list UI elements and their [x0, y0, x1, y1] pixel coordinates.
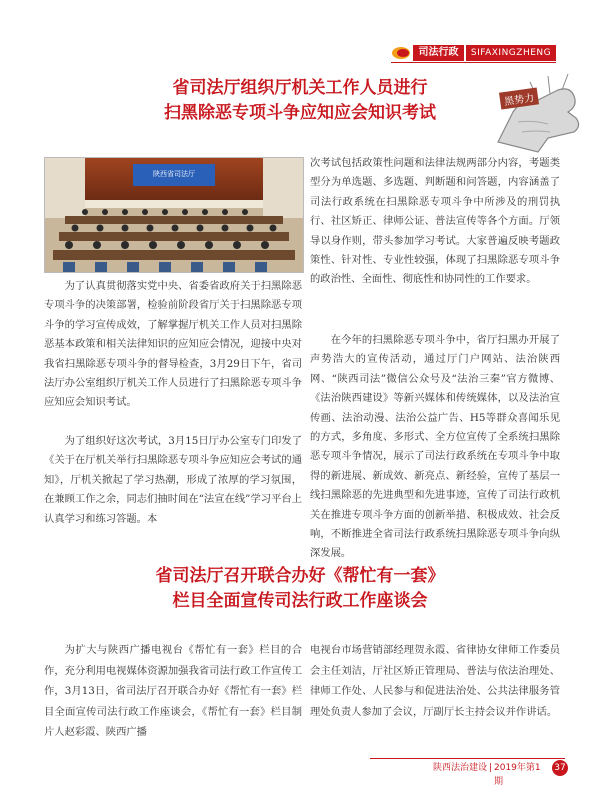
article2-title-line1: 省司法厅召开联合办好《帮忙有一套》 — [155, 566, 445, 586]
article1-right-para2: 在今年的扫黑除恶专项斗争中，省厅扫黑办开展了声势浩大的宣传活动，通过厅门户网站、法治陕西网、“陕西司法”微信公众号及“法治三秦”官方微博、《法治陕西建设》等新兴媒体和传统媒体，以及法治宣传画、法治动漫、法治公益广告、H5等群众喜闻乐见的方式，多角度、多形式、全方位宣传了全系统扫黑除恶专项斗争情况，展示了司法行政系统在专项斗争中取得的新进展、新成效、新亮点、新经验，宣传了基层一线扫黑除恶的先进典型和先进事迹，宣传了司法行政机关在推进专项斗争方面的创新举措、积极成效、社会反响，不断推进全省司法行政系统扫黑除恶专项斗争向纵深发展。 — [310, 334, 560, 560]
section-label-en: SIFAXINGZHENG — [466, 45, 556, 61]
meeting-photo — [44, 157, 304, 273]
footer-issue: 2019年第1期 — [494, 763, 541, 787]
footer-rule — [370, 758, 565, 759]
decoration-badge: 黑势力 — [499, 87, 539, 109]
photo-banner-text: 陕西省司法厅 — [153, 170, 195, 178]
article2-title-line2: 栏目全面宣传司法行政工作座谈会 — [172, 591, 428, 611]
article1-title-line1: 省司法厅组织厅机关工作人员进行 — [172, 78, 428, 98]
article1-left-para1: 为了认真贯彻落实党中央、省委省政府关于扫黑除恶专项斗争的决策部署，检验前阶段省厅关于扫黑除恶专项斗争的学习宣传成效，了解掌握厅机关工作人员对扫黑除恶基本政策和相关法律知识的应知应会情况，迎接中央对我省扫黑除恶专项斗争的督导检查，3月29日下午，省司法厅办公室组织厅机关工作人员进行了扫黑除恶专项斗争应知应会知识考试。 — [44, 280, 302, 409]
article2-left-para: 为扩大与陕西广播电视台《帮忙有一套》栏目的合作，充分利用电视媒体资源加强我省司法行政工作宣传工作，3月13日，省司法厅召开联合办好《帮忙有一套》栏目全面宣传司法行政工作座谈会，《帮忙有一套》栏目制片人赵彩霞、陕西广播 — [44, 644, 302, 738]
section-logo-icon — [391, 46, 411, 60]
article1-right-para1: 次考试包括政策性问题和法律法规两部分内容，考题类型分为单选题、多选题、判断题和问答题，内容涵盖了司法行政系统在扫黑除恶专项斗争中所涉及的刑罚执行、社区矫正、律师公证、普法宣传等各个方面。厅领导以身作则，带头参加学习考试。大家普遍反映考题政策性、针对性、专业性较强，体现了扫黑除恶专项斗争的政治性、全面性、彻底性和协同性的工作要求。 — [310, 157, 560, 286]
article1-title-line2: 扫黑除恶专项斗争应知应会知识考试 — [164, 103, 436, 123]
footer-separator: | — [489, 763, 493, 773]
footer-publication: 陕西法治建设 — [432, 763, 487, 773]
page-number: 37 — [552, 760, 568, 776]
section-label: 司法行政 — [413, 45, 464, 61]
article1-left-para2: 为了组织好这次考试，3月15日厅办公室专门印发了《关于在厅机关举行扫黑除恶专项斗争应知应会考试的通知》，厅机关掀起了学习热潮，形成了浓厚的学习氛围，在兼顾工作之余，同志们抽时间在“法宣在线”学习平台上认真学习和练习答题。本 — [44, 435, 302, 525]
header-rule — [391, 62, 556, 63]
article2-right-para: 电视台市场营销部经理贺永霞、省律协女律师工作委员会主任刘洁，厅社区矫正管理局、普法与依法治理处、律师工作处、人民参与和促进法治处、公共法律服务管理处负责人参加了会议，厅副厅长主持会议并作讲话。 — [310, 644, 560, 718]
